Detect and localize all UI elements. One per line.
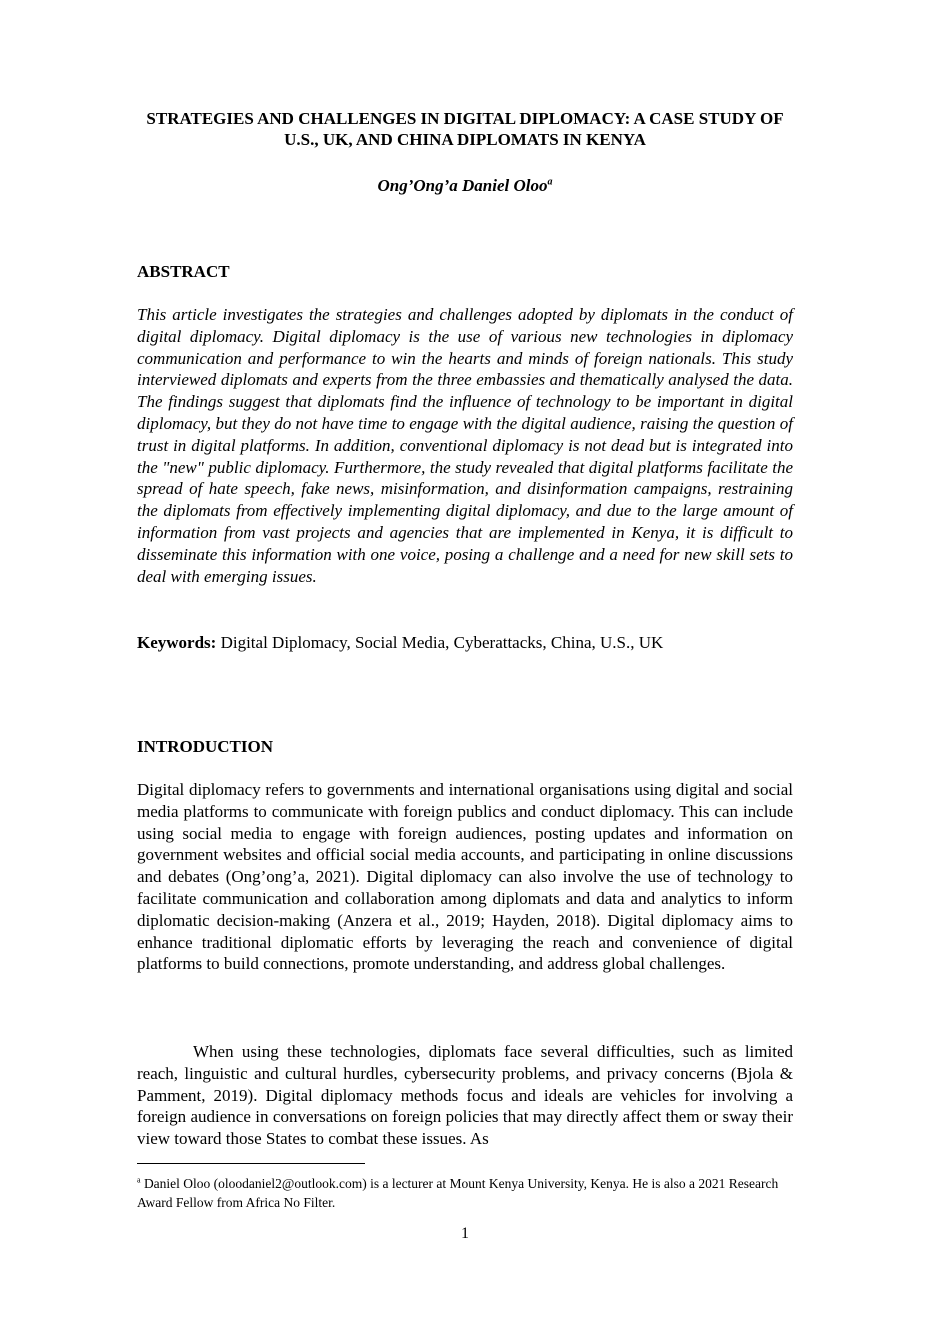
paper-title: STRATEGIES AND CHALLENGES IN DIGITAL DIPLOMACY: A CASE STUDY OF U.S., UK, AND CHINA DIPLOMATS IN KENYA (146, 109, 784, 149)
introduction-heading: INTRODUCTION (137, 737, 274, 756)
footnote-text: Daniel Oloo (oloodaniel2@outlook.com) is a lecturer at Mount Kenya University, Kenya. He is also a 2021 Research Award Fellow from Africa No Filter. (137, 1176, 779, 1210)
author-line (137, 175, 793, 196)
abstract-text: This article investigates the strategies and challenges adopted by diplomats in the conduct of digital diplomacy. Digital diplomacy is the use of various new technologies in diplomacy communication and performance to win the hearts and minds of foreign nationals. This study interviewed diplomats and experts from the three embassies and thematically analysed the data. The findings suggest that diplomats find the influence of technology to be important in digital diplomacy, but they do not have time to engage with the digital audience, raising the question of trust in digital platforms. In addition, conventional diplomacy is not dead but is integrated into the "new" public diplomacy. Furthermore, the study revealed that digital platforms facilitate the spread of hate speech, fake news, misinformation, and disinformation campaigns, restraining the diplomats from effectively implementing digital diplomacy, and due to the large amount of information from vast projects and agencies that are implemented in Kenya, it is difficult to disseminate this information with one voice, posing a challenge and a need for new skill sets to deal with emerging issues. (137, 305, 793, 586)
footnote-marker: a (137, 1175, 141, 1185)
page-number: 1 (461, 1225, 469, 1242)
footnote-divider (137, 1163, 365, 1164)
abstract-heading: ABSTRACT (137, 262, 230, 281)
author-footnote-marker: a (547, 176, 553, 188)
keywords-label: Keywords: (137, 633, 217, 652)
author-name: Ong’Ong’a Daniel Oloo (377, 176, 548, 195)
intro-paragraph-2: When using these technologies, diplomats face several difficulties, such as limited reach, linguistic and cultural hurdles, cybersecurity problems, and privacy concerns (Bjola & Pamment, 2019). Digital diplomacy methods focus and ideals are vehicles for involving a foreign audience in conversations on foreign policies that may directly affect them or sway their view toward those States to combat these issues. As (137, 1042, 793, 1149)
keywords-list: Digital Diplomacy, Social Media, Cyberattacks, China, U.S., UK (220, 633, 664, 652)
footnote (137, 1174, 797, 1212)
keywords-line (137, 632, 793, 654)
intro-paragraph-1: Digital diplomacy refers to governments and international organisations using digital and social media platforms to communicate with foreign publics and conduct diplomacy. This can include using social media to engage with foreign audiences, posting updates and information on government websites and official social media accounts, and participating in online discussions and debates (Ong’ong’a, 2021). Digital diplomacy can also involve the use of technology to facilitate communication and collaboration among diplomats and data and analytics to inform diplomatic decision-making (Anzera et al., 2019; Hayden, 2018). Digital diplomacy aims to enhance traditional diplomatic efforts by leveraging the reach and convenience of digital platforms to build connections, promote understanding, and address global challenges. (137, 780, 793, 974)
